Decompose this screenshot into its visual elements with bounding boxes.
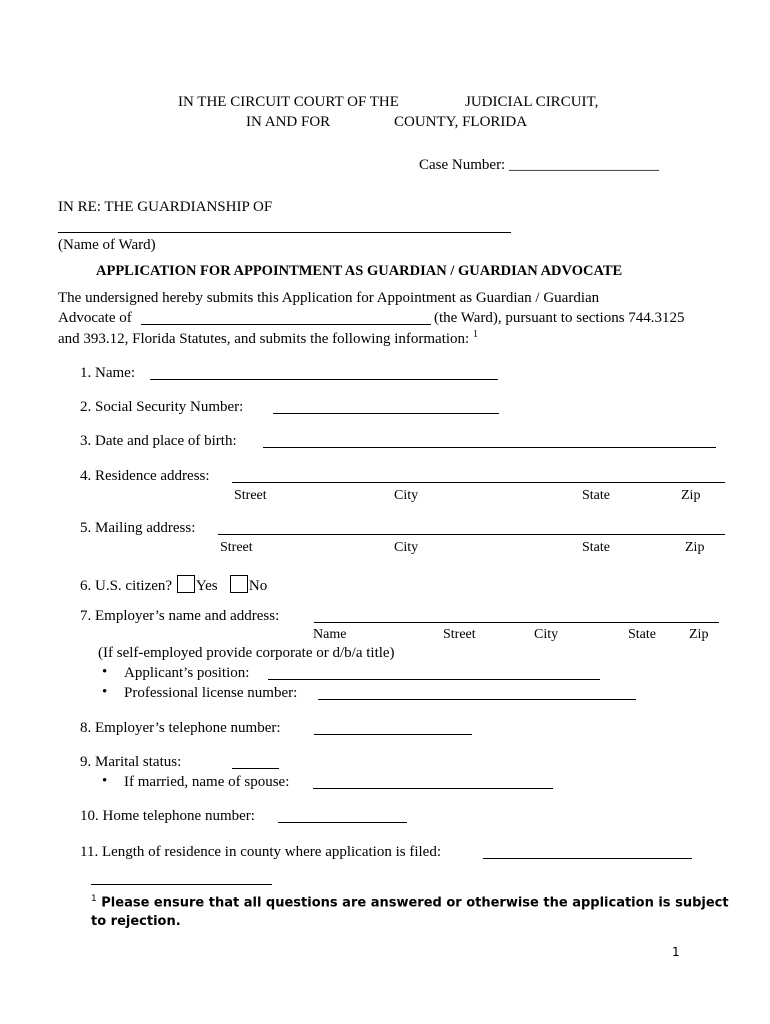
q6-label: 6. U.S. citizen? <box>80 578 173 594</box>
court-header-left-2: IN AND FOR <box>246 114 331 130</box>
q7-city-label: City <box>534 627 559 642</box>
q8-phone-line[interactable] <box>314 734 472 735</box>
q11-residence-line[interactable] <box>483 858 692 859</box>
q1-label: 1. Name: <box>80 365 135 381</box>
q4-residence-line[interactable] <box>232 482 725 483</box>
q9-marital-line[interactable] <box>232 768 279 769</box>
intro-line-2-start: Advocate of <box>58 310 132 326</box>
q7-label: 7. Employer’s name and address: <box>80 608 280 624</box>
bullet-dot: • <box>102 664 108 680</box>
footnote-separator <box>91 884 272 885</box>
q4-city-label: City <box>394 488 419 503</box>
intro-line-2-end: (the Ward), pursuant to sections 744.3125 <box>434 310 685 326</box>
ward-name-line[interactable] <box>58 232 511 233</box>
q7-license-line[interactable] <box>318 699 636 700</box>
q6-yes-label: Yes <box>195 578 218 594</box>
q6-no-label: No <box>248 578 268 594</box>
q7-position-label: Applicant’s position: <box>124 665 250 681</box>
q7-state-label: State <box>628 627 656 642</box>
q5-zip-label: Zip <box>685 540 705 555</box>
q5-city-label: City <box>394 540 419 555</box>
bullet-dot: • <box>102 773 108 789</box>
intro-line-3: and 393.12, Florida Statutes, and submits the following information: $^1$ <box>58 329 478 347</box>
q4-label: 4. Residence address: <box>80 468 210 484</box>
q4-zip-label: Zip <box>681 488 701 503</box>
document-title: APPLICATION FOR APPOINTMENT AS GUARDIAN / GUARDIAN ADVOCATE <box>96 263 623 279</box>
footnote-marker: 1 <box>91 894 97 904</box>
footnote-ref: 1 <box>472 329 478 340</box>
ward-blank-line[interactable] <box>141 324 431 325</box>
court-header-right-2: COUNTY, FLORIDA <box>394 114 528 130</box>
footnote-line-1: $^1$ Please ensure that all questions are answered or otherwise the application is subject <box>91 894 729 911</box>
q7-self-employed-note: (If self-employed provide corporate or d/b/a title) <box>98 645 395 661</box>
name-of-ward-label: (Name of Ward) <box>58 237 156 253</box>
q9-label: 9. Marital status: <box>80 754 182 770</box>
q5-street-label: Street <box>220 540 253 555</box>
q8-label: 8. Employer’s telephone number: <box>80 720 281 736</box>
q3-dob-line[interactable] <box>263 447 716 448</box>
page-number: 1 <box>672 945 680 959</box>
q4-street-label: Street <box>234 488 267 503</box>
q7-name-label: Name <box>313 627 347 642</box>
court-header-left-1: IN THE CIRCUIT COURT OF THE <box>178 94 399 110</box>
bullet-dot: • <box>102 684 108 700</box>
in-re-caption: IN RE: THE GUARDIANSHIP OF <box>58 199 273 215</box>
q9-spouse-line[interactable] <box>313 788 553 789</box>
q1-name-line[interactable] <box>150 379 498 380</box>
q5-state-label: State <box>582 540 610 555</box>
q2-label: 2. Social Security Number: <box>80 399 244 415</box>
q3-label: 3. Date and place of birth: <box>80 433 237 449</box>
q10-label: 10. Home telephone number: <box>80 808 255 824</box>
court-header-right-1: JUDICIAL CIRCUIT, <box>465 94 599 110</box>
q10-phone-line[interactable] <box>278 822 407 823</box>
case-number-field[interactable]: Case Number: ____________________ <box>419 157 659 173</box>
q6-row <box>80 575 267 594</box>
q7-employer-line[interactable] <box>314 622 719 623</box>
intro-line-1: The undersigned hereby submits this Application for Appointment as Guardian / Guardian <box>58 290 600 306</box>
q6-no-checkbox[interactable] <box>230 575 248 593</box>
q7-license-label: Professional license number: <box>124 685 298 701</box>
q9-spouse-label: If married, name of spouse: <box>124 774 290 790</box>
q11-label: 11. Length of residence in county where application is filed: <box>80 844 441 860</box>
q2-ssn-line[interactable] <box>273 413 499 414</box>
q5-label: 5. Mailing address: <box>80 520 196 536</box>
q5-mailing-line[interactable] <box>218 534 725 535</box>
footnote-line-2: to rejection. <box>91 914 181 929</box>
q4-state-label: State <box>582 488 610 503</box>
q7-zip-label: Zip <box>689 627 709 642</box>
q7-street-label: Street <box>443 627 476 642</box>
q7-position-line[interactable] <box>268 679 600 680</box>
q6-yes-checkbox[interactable] <box>177 575 195 593</box>
